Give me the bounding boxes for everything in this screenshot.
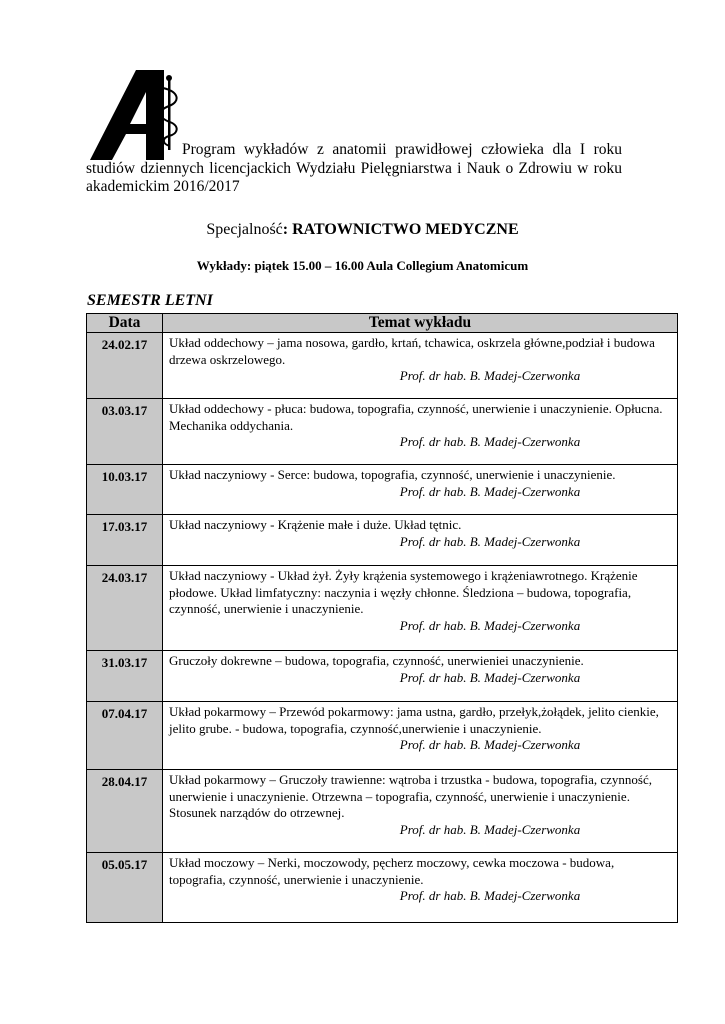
row-date: 17.03.17 <box>87 515 163 566</box>
row-lecturer: Prof. dr hab. B. Madej-Czerwonka <box>399 737 581 752</box>
table-row <box>87 853 678 923</box>
row-lecturer: Prof. dr hab. B. Madej-Czerwonka <box>399 617 581 633</box>
row-topic: Układ pokarmowy – Gruczoły trawienne: wątroba i trzustka - budowa, topografia, czynność, unerwienie i unaczynienie. Otrzewna – topografia, czynność, unerwienie i unaczynienie. Stosunek narządów do otrzewnej. Prof. dr hab. B. Madej-Czerwonka <box>163 770 678 853</box>
row-date: 24.03.17 <box>87 566 163 651</box>
row-lecturer: Prof. dr hab. B. Madej-Czerwonka <box>399 533 581 549</box>
row-date: 28.04.17 <box>87 770 163 853</box>
table-header-row <box>87 314 678 333</box>
table-row <box>87 702 678 770</box>
header-topic: Temat wykładu <box>163 314 678 333</box>
row-date: 07.04.17 <box>87 702 163 770</box>
table-row <box>87 465 678 515</box>
specialty-line: Specjalność: RATOWNICTWO MEDYCZNE <box>206 221 519 238</box>
row-date: 31.03.17 <box>87 651 163 702</box>
row-lecturer: Prof. dr hab. B. Madej-Czerwonka <box>399 434 581 449</box>
table-row <box>87 770 678 853</box>
header-date: Data <box>87 314 163 333</box>
row-topic: Gruczoły dokrewne – budowa, topografia, czynność, unerwieniei unaczynienie. Prof. dr hab. B. Madej-Czerwonka <box>163 651 678 702</box>
table-row <box>87 651 678 702</box>
row-lecturer: Prof. dr hab. B. Madej-Czerwonka <box>399 821 581 837</box>
row-date: 10.03.17 <box>87 465 163 515</box>
row-lecturer: Prof. dr hab. B. Madej-Czerwonka <box>399 669 581 685</box>
row-topic: Układ oddechowy – jama nosowa, gardło, krtań, tchawica, oskrzela główne,podział i budowa drzewa oskrzelowego. Prof. dr hab. B. Madej-Czerwonka <box>163 333 678 399</box>
semester-heading: SEMESTR LETNI <box>87 292 213 309</box>
row-date: 03.03.17 <box>87 399 163 465</box>
row-topic: Układ pokarmowy – Przewód pokarmowy: jama ustna, gardło, przełyk,żołądek, jelito cienkie, jelito grube. - budowa, topografia, czynność,unerwienie i unaczynienie. Prof. dr hab. B. Madej-Czerwonka <box>163 702 678 770</box>
row-lecturer: Prof. dr hab. B. Madej-Czerwonka <box>399 368 581 383</box>
lecture-schedule-info: Wykłady: piątek 15.00 – 16.00 Aula Collegium Anatomicum <box>196 258 529 273</box>
table-row <box>87 333 678 399</box>
row-lecturer: Prof. dr hab. B. Madej-Czerwonka <box>399 888 581 903</box>
table-row <box>87 399 678 465</box>
row-topic: Układ naczyniowy - Serce: budowa, topografia, czynność, unerwienie i unaczynienie. Prof. dr hab. B. Madej-Czerwonka <box>163 465 678 515</box>
document-title: Program wykładów z anatomii prawidłowej człowieka dla I roku studiów dziennych licencjackich Wydziału Pielęgniarstwa i Nauk o Zdrowiu w roku akademickim 2016/2017 <box>86 141 622 195</box>
row-lecturer: Prof. dr hab. B. Madej-Czerwonka <box>399 483 581 499</box>
row-topic: Układ naczyniowy - Krążenie małe i duże. Układ tętnic. Prof. dr hab. B. Madej-Czerwonka <box>163 515 678 566</box>
lecture-table <box>86 313 678 923</box>
row-date: 05.05.17 <box>87 853 163 923</box>
row-topic: Układ naczyniowy - Układ żył. Żyły krążenia systemowego i krążeniawrotnego. Krążenie płodowe. Układ limfatyczny: naczynia i węzły chłonne. Śledziona – budowa, topografia, czynność, unerwienie i unaczynienie. Prof. dr hab. B. Madej-Czerwonka <box>163 566 678 651</box>
row-topic: Układ moczowy – Nerki, moczowody, pęcherz moczowy, cewka moczowa - budowa, topografia, czynność, unerwienie i unaczynienie. Prof. dr hab. B. Madej-Czerwonka <box>163 853 678 923</box>
row-date: 24.02.17 <box>87 333 163 399</box>
row-topic: Układ oddechowy - płuca: budowa, topografia, czynność, unerwienie i unaczynienie. Opłucna. Mechanika oddychania. Prof. dr hab. B. Madej-Czerwonka <box>163 399 678 465</box>
table-row <box>87 566 678 651</box>
table-row <box>87 515 678 566</box>
